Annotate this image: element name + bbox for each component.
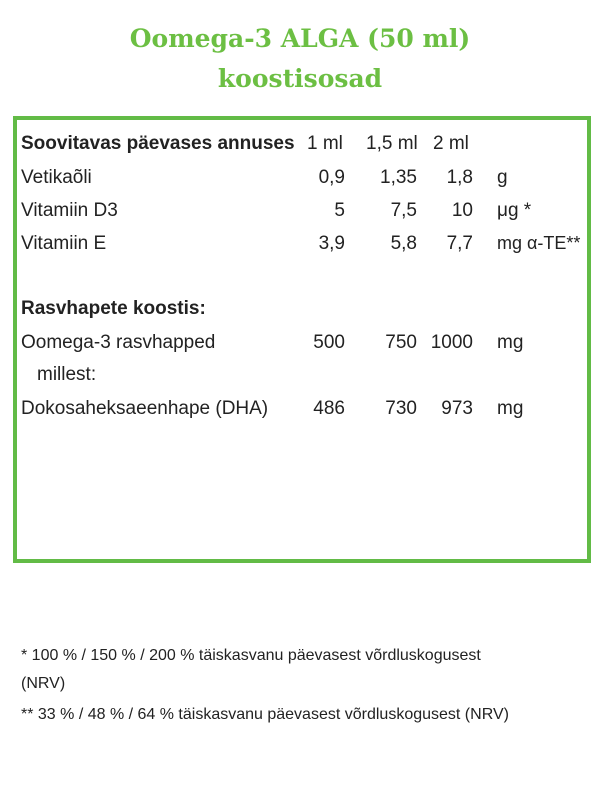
table-cell: 973 bbox=[441, 398, 473, 419]
table-cell: 750 bbox=[385, 332, 417, 353]
table-cell: 5,8 bbox=[390, 233, 417, 254]
table-cell: 10 bbox=[451, 200, 473, 221]
table-cell: 7,5 bbox=[390, 200, 417, 221]
table-row-label: Oomega-3 rasvhapped bbox=[21, 332, 216, 353]
section-title: Rasvhapete koostis: bbox=[21, 298, 206, 319]
table-cell: 1,35 bbox=[380, 167, 417, 188]
table-row-label: Vitamiin D3 bbox=[21, 200, 118, 221]
sub-label: millest: bbox=[37, 364, 97, 385]
footnote-1-cont: (NRV) bbox=[21, 675, 66, 692]
table-row-label: Dokosaheksaeenhape (DHA) bbox=[21, 398, 269, 419]
header-label: Soovitavas päevases annuses bbox=[21, 133, 295, 154]
table-row-label: Vitamiin E bbox=[21, 233, 107, 254]
footnote-2: ** 33 % / 48 % / 64 % täiskasvanu päevasest võrdluskogusest (NRV) bbox=[21, 706, 509, 723]
footnote-1: * 100 % / 150 % / 200 % täiskasvanu päevasest võrdluskogusest bbox=[21, 647, 481, 664]
header-col-15ml: 1,5 ml bbox=[366, 133, 418, 154]
table-unit: mg bbox=[497, 332, 524, 353]
table-cell: 500 bbox=[313, 332, 345, 353]
table-row-label: Vetikaõli bbox=[21, 167, 92, 188]
table-cell: 3,9 bbox=[318, 233, 345, 254]
header-col-2ml: 2 ml bbox=[433, 133, 469, 154]
header-col-1ml: 1 ml bbox=[307, 133, 343, 154]
table-cell: 1,8 bbox=[446, 167, 473, 188]
page-subtitle: koostisosad bbox=[217, 64, 383, 93]
table-cell: 730 bbox=[385, 398, 417, 419]
table-cell: 0,9 bbox=[318, 167, 345, 188]
table-cell: 5 bbox=[334, 200, 345, 221]
page-title: Oomega-3 ALGA (50 ml) bbox=[129, 24, 471, 53]
table-unit: g bbox=[497, 167, 508, 188]
table-unit: μg * bbox=[497, 200, 532, 221]
table-cell: 486 bbox=[313, 398, 345, 419]
table-unit: mg α-TE** bbox=[497, 233, 581, 253]
table-cell: 1000 bbox=[430, 332, 473, 353]
table-unit: mg bbox=[497, 398, 524, 419]
table-cell: 7,7 bbox=[446, 233, 473, 254]
